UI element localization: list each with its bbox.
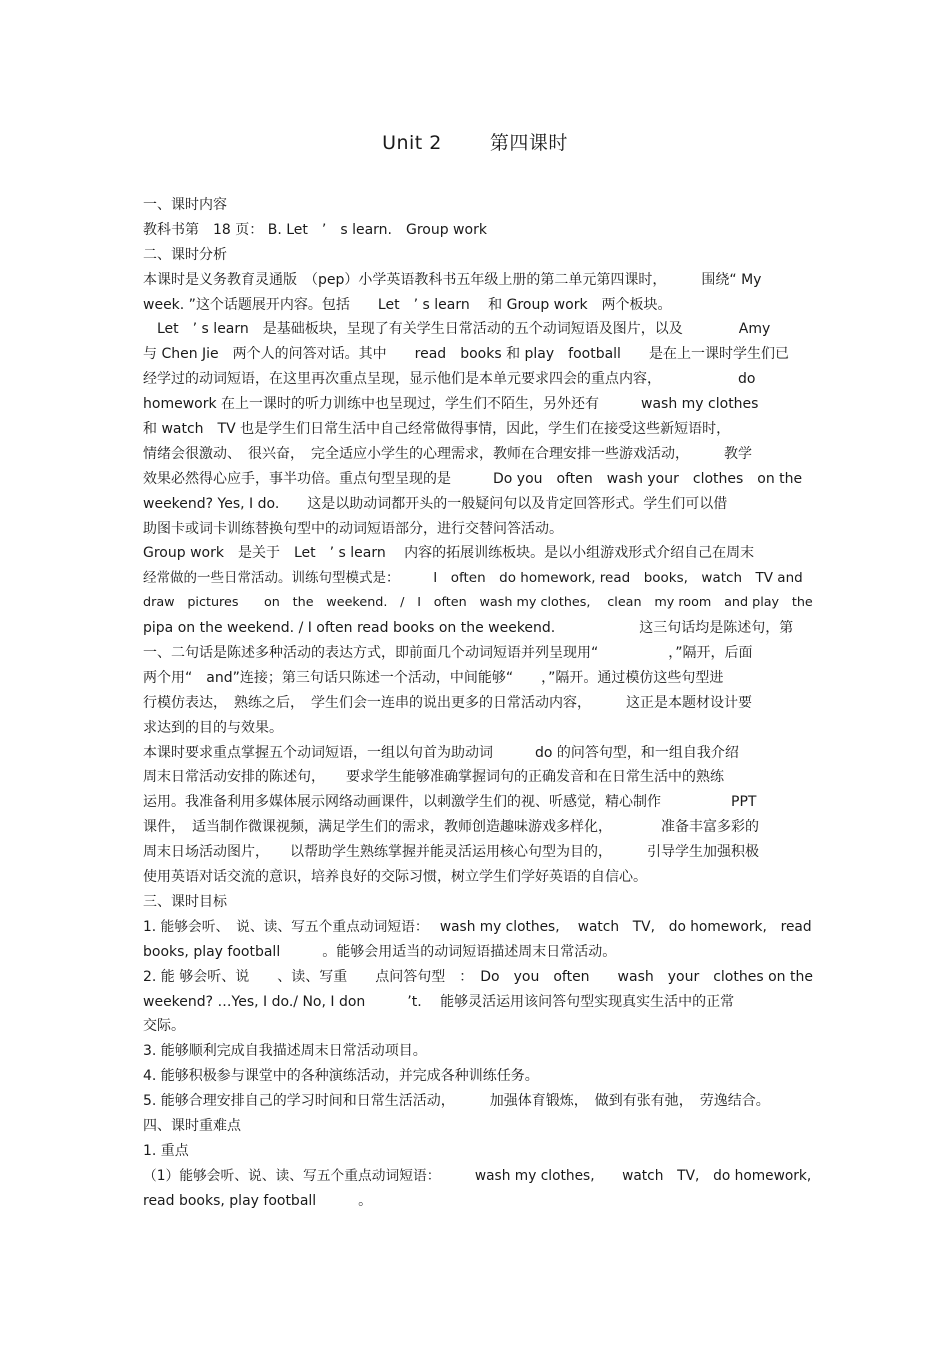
text-line: Group work 是关于 Let ’ s learn 内容的拓展训练板块。是以小组游戏形式介绍自己在周末	[143, 545, 755, 562]
text-line: read books, play football 。	[143, 1192, 373, 1209]
text-line: 3. 能够顺利完成自我描述周末日常活动项目。	[143, 1043, 427, 1060]
text-line: 周末日常活动安排的陈述句， 要求学生能够准确掌握词句的正确发音和在日常生活中的熟练	[143, 769, 724, 786]
text-line: 运用。我准备利用多媒体展示网络动画课件，以刺激学生们的视、听感觉，精心制作 PPT	[143, 794, 757, 811]
text-line: weekend? Yes, I do. 这是以助动词都开头的一般疑问句以及肯定回答形式。学生们可以借	[143, 495, 728, 512]
text-line: 2. 能 够会听、说 、读、写重 点问答句型 ： Do you often wash your clothes on the	[143, 968, 813, 985]
text-line: week. ”这个话题展开内容。包括 Let ’ s learn 和 Group work 两个板块。	[143, 296, 672, 313]
text-line: 本课时是义务教育灵通版 （pep）小学英语教科书五年级上册的第二单元第四课时， 围绕“ My	[143, 271, 762, 288]
page-title	[0, 128, 950, 155]
text-line: 行模仿表达， 熟练之后， 学生们会一连串的说出更多的日常活动内容， 这正是本题材设计要	[143, 694, 752, 711]
text-line: 本课时要求重点掌握五个动词短语，一组以句首为助动词 do 的问答句型，和一组自我介绍	[143, 744, 739, 761]
text-line: pipa on the weekend. / I often read books on the weekend. 这三句话均是陈述句，第	[143, 620, 794, 637]
text-line: homework 在上一课时的听力训练中也呈现过，学生们不陌生，另外还有 wash my clothes	[143, 396, 759, 413]
text-line: 教科书第 18 页： B. Let ’ s learn. Group work	[143, 221, 487, 238]
text-line: 4. 能够积极参与课堂中的各种演练活动，并完成各种训练任务。	[143, 1068, 539, 1085]
text-line: 二、课时分析	[143, 246, 227, 263]
text-line: （1）能够会听、说、读、写五个重点动词短语： wash my clothes, watch TV, do homework,	[143, 1167, 812, 1184]
text-line: 经常做的一些日常活动。训练句型模式是： I often do homework, read books, watch TV and	[143, 570, 803, 587]
text-line: 一、课时内容	[143, 197, 227, 213]
text-line: 使用英语对话交流的意识，培养良好的交际习惯，树立学生们学好英语的自信心。	[143, 869, 647, 886]
text-line: 经学过的动词短语，在这里再次重点呈现，显示他们是本单元要求四会的重点内容， do	[143, 371, 756, 388]
text-line: 情绪会很激动、 很兴奋， 完全适应小学生的心理需求，教师在合理安排一些游戏活动， 教学	[143, 445, 752, 462]
text-line: 效果必然得心应手，事半功倍。重点句型呈现的是 Do you often wash your clothes on the	[143, 470, 803, 487]
text-line: 助图卡或词卡训练替换句型中的动词短语部分，进行交替问答活动。	[143, 520, 563, 537]
text-line: 课件， 适当制作微课视频，满足学生们的需求，教师创造趣味游戏多样化， 准备丰富多彩的	[143, 819, 759, 836]
text-line: 求达到的目的与效果。	[143, 719, 283, 736]
text-line: books, play football 。能够会用适当的动词短语描述周末日常活动。	[143, 943, 617, 960]
document-body	[143, 193, 813, 1214]
text-line: 5. 能够合理安排自己的学习时间和日常生活活动， 加强体育锻炼， 做到有张有弛， 劳逸结合。	[143, 1093, 770, 1110]
text-line: weekend? …Yes, I do./ No, I don ’t. 能够灵活运用该问答句型实现真实生活中的正常	[143, 993, 735, 1010]
text-line: 周末日场活动图片， 以帮助学生熟练掌握并能灵活运用核心句型为目的， 引导学生加强积极	[143, 844, 759, 861]
text-line: 1. 重点	[143, 1142, 189, 1159]
text-line: 交际。	[143, 1018, 185, 1035]
text-line: 1. 能够会听、 说、读、写五个重点动词短语： wash my clothes, watch TV, do homework, read	[143, 918, 812, 935]
text-line: 和 watch TV 也是学生们日常生活中自己经常做得事情，因此，学生们在接受这些新短语时，	[143, 421, 731, 438]
text-line: 一、二句话是陈述多种活动的表达方式，即前面几个动词短语并列呈现用“ ，”隔开，后面	[143, 645, 753, 662]
text-line: 两个用“ and”连接；第三句话只陈述一个活动，中间能够“ ，”隔开。通过模仿这些句型进	[143, 669, 724, 686]
text-line: draw pictures on the weekend. / I often wash my clothes, clean my room and play the	[143, 595, 813, 611]
text-line: 与 Chen Jie 两个人的问答对话。其中 read books 和 play football 是在上一课时学生们已	[143, 346, 789, 363]
title-unit: Unit 2	[382, 132, 442, 154]
text-line: 四、课时重难点	[143, 1117, 241, 1134]
title-lesson: 第四课时	[489, 132, 568, 154]
text-line: Let ’ s learn 是基础板块，呈现了有关学生日常活动的五个动词短语及图片，以及 Amy	[143, 321, 771, 338]
text-line: 三、课时目标	[143, 893, 227, 910]
